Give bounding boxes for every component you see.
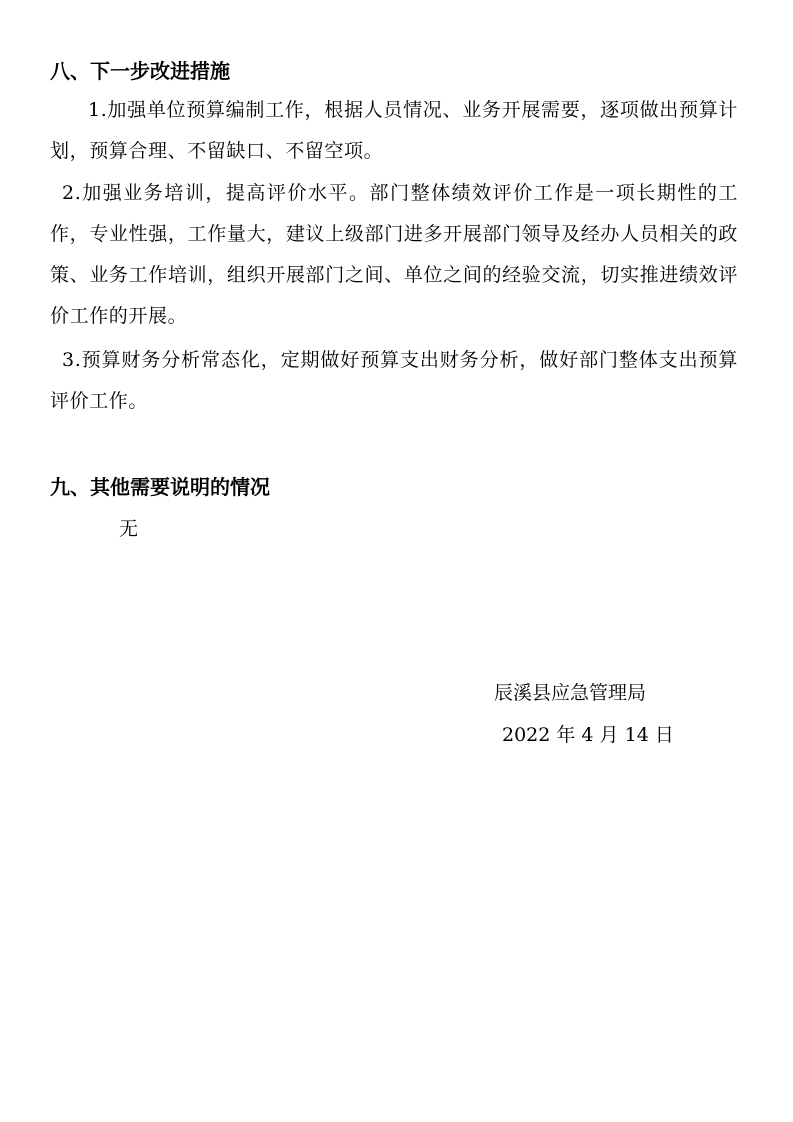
signature-organization: 辰溪县应急管理局 <box>494 682 647 704</box>
section-8-item-3: 3.预算财务分析常态化，定期做好预算支出财务分析，做好部门整体支出预算评价工作。 <box>50 349 738 412</box>
section-8-item-1: 1.加强单位预算编制工作，根据人员情况、业务开展需要，逐项做出预算计划，预算合理、不留缺口、不留空项。 <box>50 99 738 162</box>
section-9-content: 无 <box>119 518 139 540</box>
section-8-heading: 八、下一步改进措施 <box>50 59 230 83</box>
section-9-heading: 九、其他需要说明的情况 <box>50 475 270 499</box>
section-8-item-2: 2.加强业务培训，提高评价水平。部门整体绩效评价工作是一项长期性的工作，专业性强，工作量大，建议上级部门进多开展部门领导及经办人员相关的政策、业务工作培训，组织开展部门之间、单位之间的经验交流，切实推进绩效评价工作的开展。 <box>50 182 738 327</box>
signature-date: 2022 年 4 月 14 日 <box>502 724 674 746</box>
